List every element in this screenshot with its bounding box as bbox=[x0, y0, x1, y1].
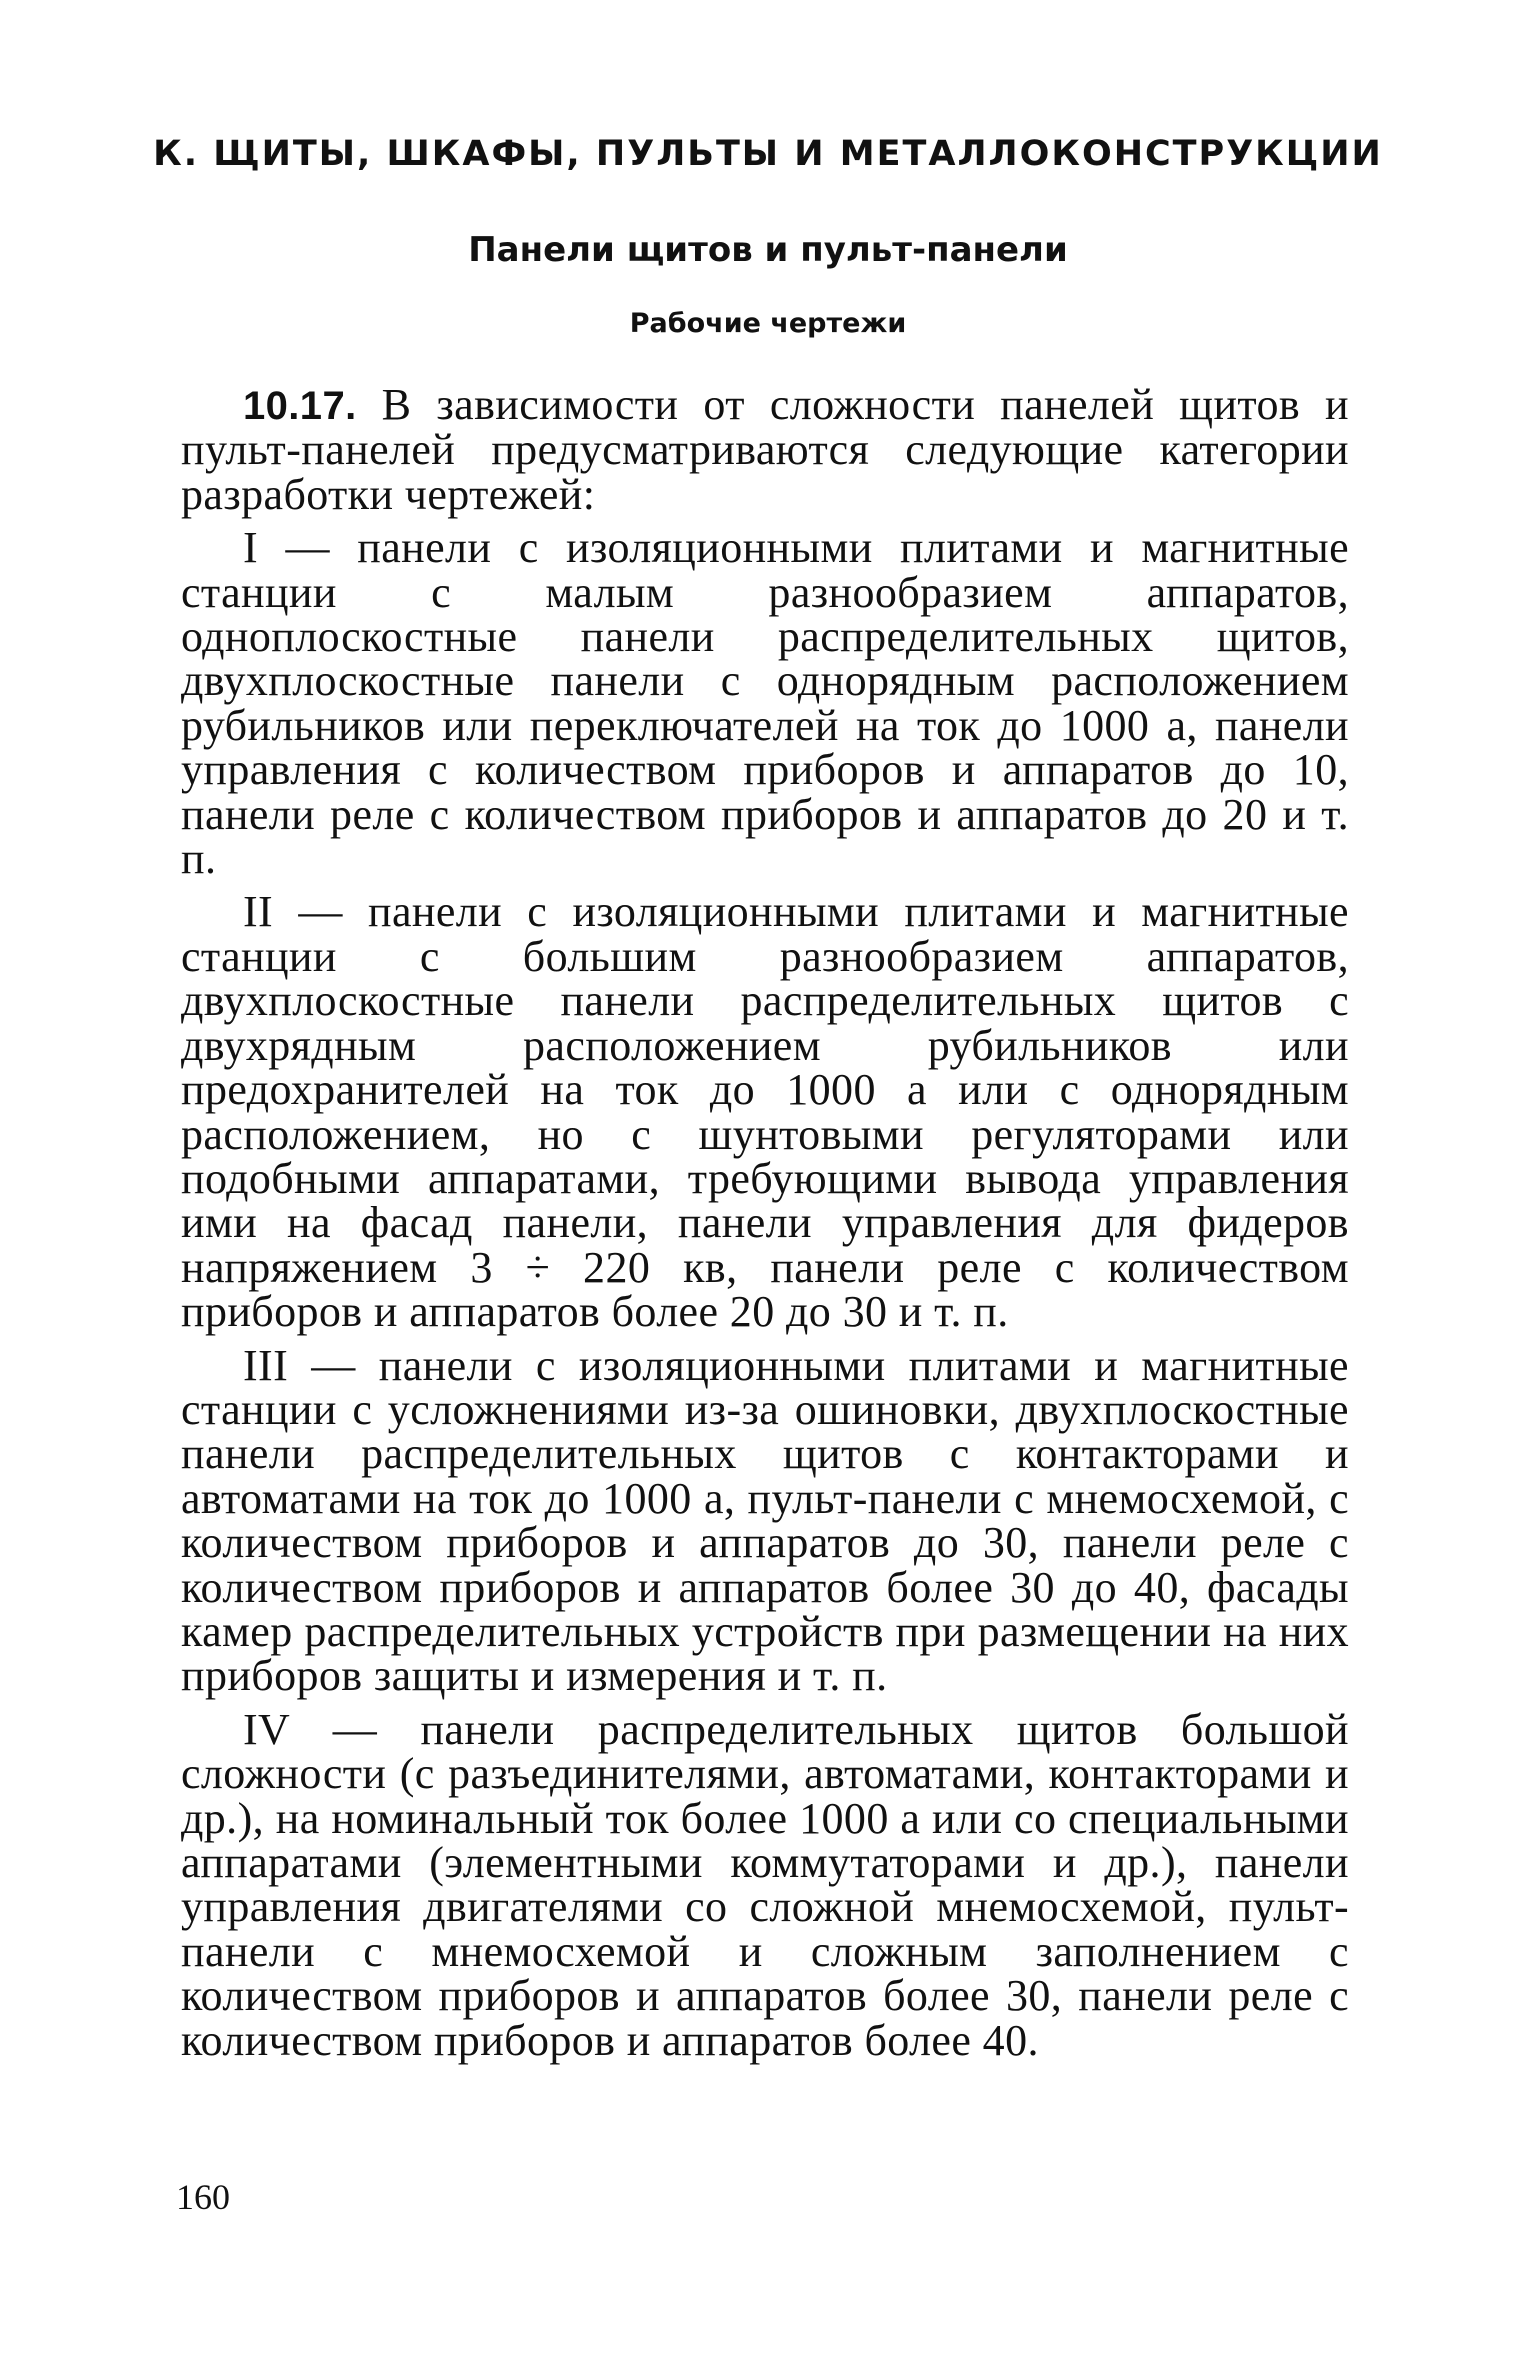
paragraph-category-4 bbox=[181, 1704, 1349, 2065]
paragraph-category-3 bbox=[181, 1340, 1349, 1701]
section-title: К. ЩИТЫ, ШКАФЫ, ПУЛЬТЫ И МЕТАЛЛОКОНСТРУКЦИИ bbox=[153, 134, 1383, 174]
paragraph-category-2 bbox=[181, 887, 1349, 1337]
paragraph-text: IV — панели распределительных щитов большой сложности (с разъединителями, автоматами, контакторами и др.), на номинальный ток более 1000 а или со специальными аппаратами (элементными коммутаторами и др.), панели управления двигателями со сложной мнемосхемой, пульт-панели с мнемосхемой и сложным заполнением с количеством приборов и аппаратов более 30, панели реле с количеством приборов и аппаратов более 40. bbox=[181, 1704, 1349, 2065]
paragraph-text: III — панели с изоляционными плитами и магнитные станции с усложнениями из-за ошиновки, двухплоскостные панели распределительных щитов с контакторами и автоматами на ток до 1000 а, пульт-панели с мнемосхемой, с количеством приборов и аппаратов до 30, панели реле с количеством приборов и аппаратов более 30 до 40, фасады камер распределительных устройств при размещении на них приборов защиты и измерения и т. п. bbox=[181, 1340, 1349, 1701]
subtitle: Панели щитов и пульт-панели bbox=[468, 230, 1068, 270]
paragraph-text: II — панели с изоляционными плитами и магнитные станции с большим разнообразием аппаратов, двухплоскостные панели распределительных щитов с двухрядным расположением рубильников или предохранителей на ток до 1000 а или с однорядным расположением, но с шунтовыми регуляторами или подобными аппаратами, требующими вывода управления ими на фасад панели, панели управления для фидеров напряжением 3 ÷ 220 кв, панели реле с количеством приборов и аппаратов более 20 до 30 и т. п. bbox=[181, 887, 1349, 1337]
paragraph-category-1 bbox=[181, 523, 1349, 884]
body-text bbox=[181, 380, 1349, 2065]
page-number: 160 bbox=[176, 2177, 230, 2217]
paragraph-number: 10.17. bbox=[243, 384, 357, 428]
subsubtitle: Рабочие чертежи bbox=[629, 308, 907, 339]
paragraph-text: В зависимости от сложности панелей щитов и пульт-панелей предусматриваются следующие категории разработки чертежей: bbox=[181, 380, 1349, 519]
paragraph-text: I — панели с изоляционными плитами и магнитные станции с малым разнообразием аппаратов, одноплоскостные панели распределительных щитов, двухплоскостные панели с однорядным расположением рубильников или переключателей на ток до 1000 а, панели управления с количеством приборов и аппаратов до 10, панели реле с количеством приборов и аппаратов до 20 и т. п. bbox=[181, 523, 1349, 884]
paragraph-10-17 bbox=[181, 380, 1349, 519]
